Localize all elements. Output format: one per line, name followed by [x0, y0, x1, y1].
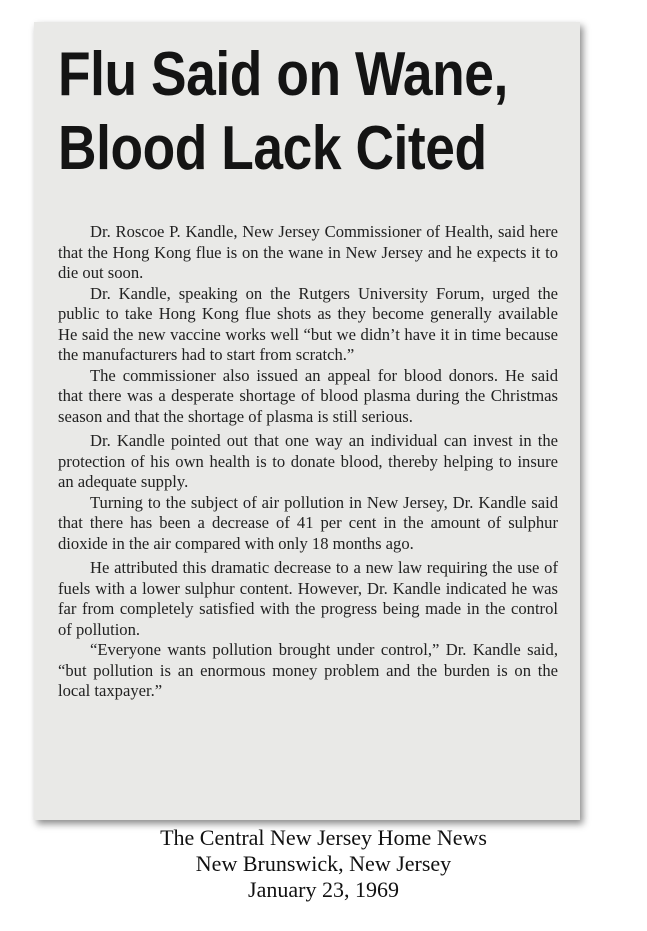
caption-location: New Brunswick, New Jersey: [195, 851, 452, 876]
article-paragraph: He attributed this dramatic decrease to a new law requiring the use of fuels with a lower sulphur content. However, Dr. Kandle indicated he was far from completely satisfied with the progress being made in the control of pollution.: [58, 558, 558, 639]
article-paragraph: Turning to the subject of air pollution in New Jersey, Dr. Kandle said that there has been a decrease of 41 per cent in the amount of sulphur dioxide in the air compared with only 18 months ago.: [58, 492, 558, 553]
newspaper-clipping: [34, 22, 580, 820]
headline: [58, 38, 508, 186]
headline-line-2: Blood Lack Cited: [58, 114, 487, 183]
caption-date: January 23, 1969: [248, 877, 399, 902]
article-paragraph: Dr. Roscoe P. Kandle, New Jersey Commissioner of Health, said here that the Hong Kong flue is on the wane in New Jersey and he expects it to die out soon.: [58, 222, 558, 282]
headline-line-1: Flu Said on Wane,: [58, 40, 508, 109]
article-paragraph: Dr. Kandle pointed out that one way an individual can invest in the protection of his own health is to donate blood, thereby helping to insure an adequate supply.: [58, 431, 558, 491]
caption-newspaper-name: The Central New Jersey Home News: [160, 825, 487, 850]
article-body: [58, 222, 558, 702]
article-paragraph: Dr. Kandle, speaking on the Rutgers University Forum, urged the public to take Hong Kong flue shots as they become generally available He said the new vaccine works well “but we didn’t have it in time because the manufacturers had to start from scratch.”: [58, 283, 558, 364]
source-caption: [0, 825, 647, 903]
article-paragraph: The commissioner also issued an appeal for blood donors. He said that there was a desperate shortage of blood plasma during the Christmas season and that the shortage of plasma is still serious.: [58, 365, 558, 426]
article-paragraph: “Everyone wants pollution brought under control,” Dr. Kandle said, “but pollution is an enormous money problem and the burden is on the local taxpayer.”: [58, 640, 558, 700]
